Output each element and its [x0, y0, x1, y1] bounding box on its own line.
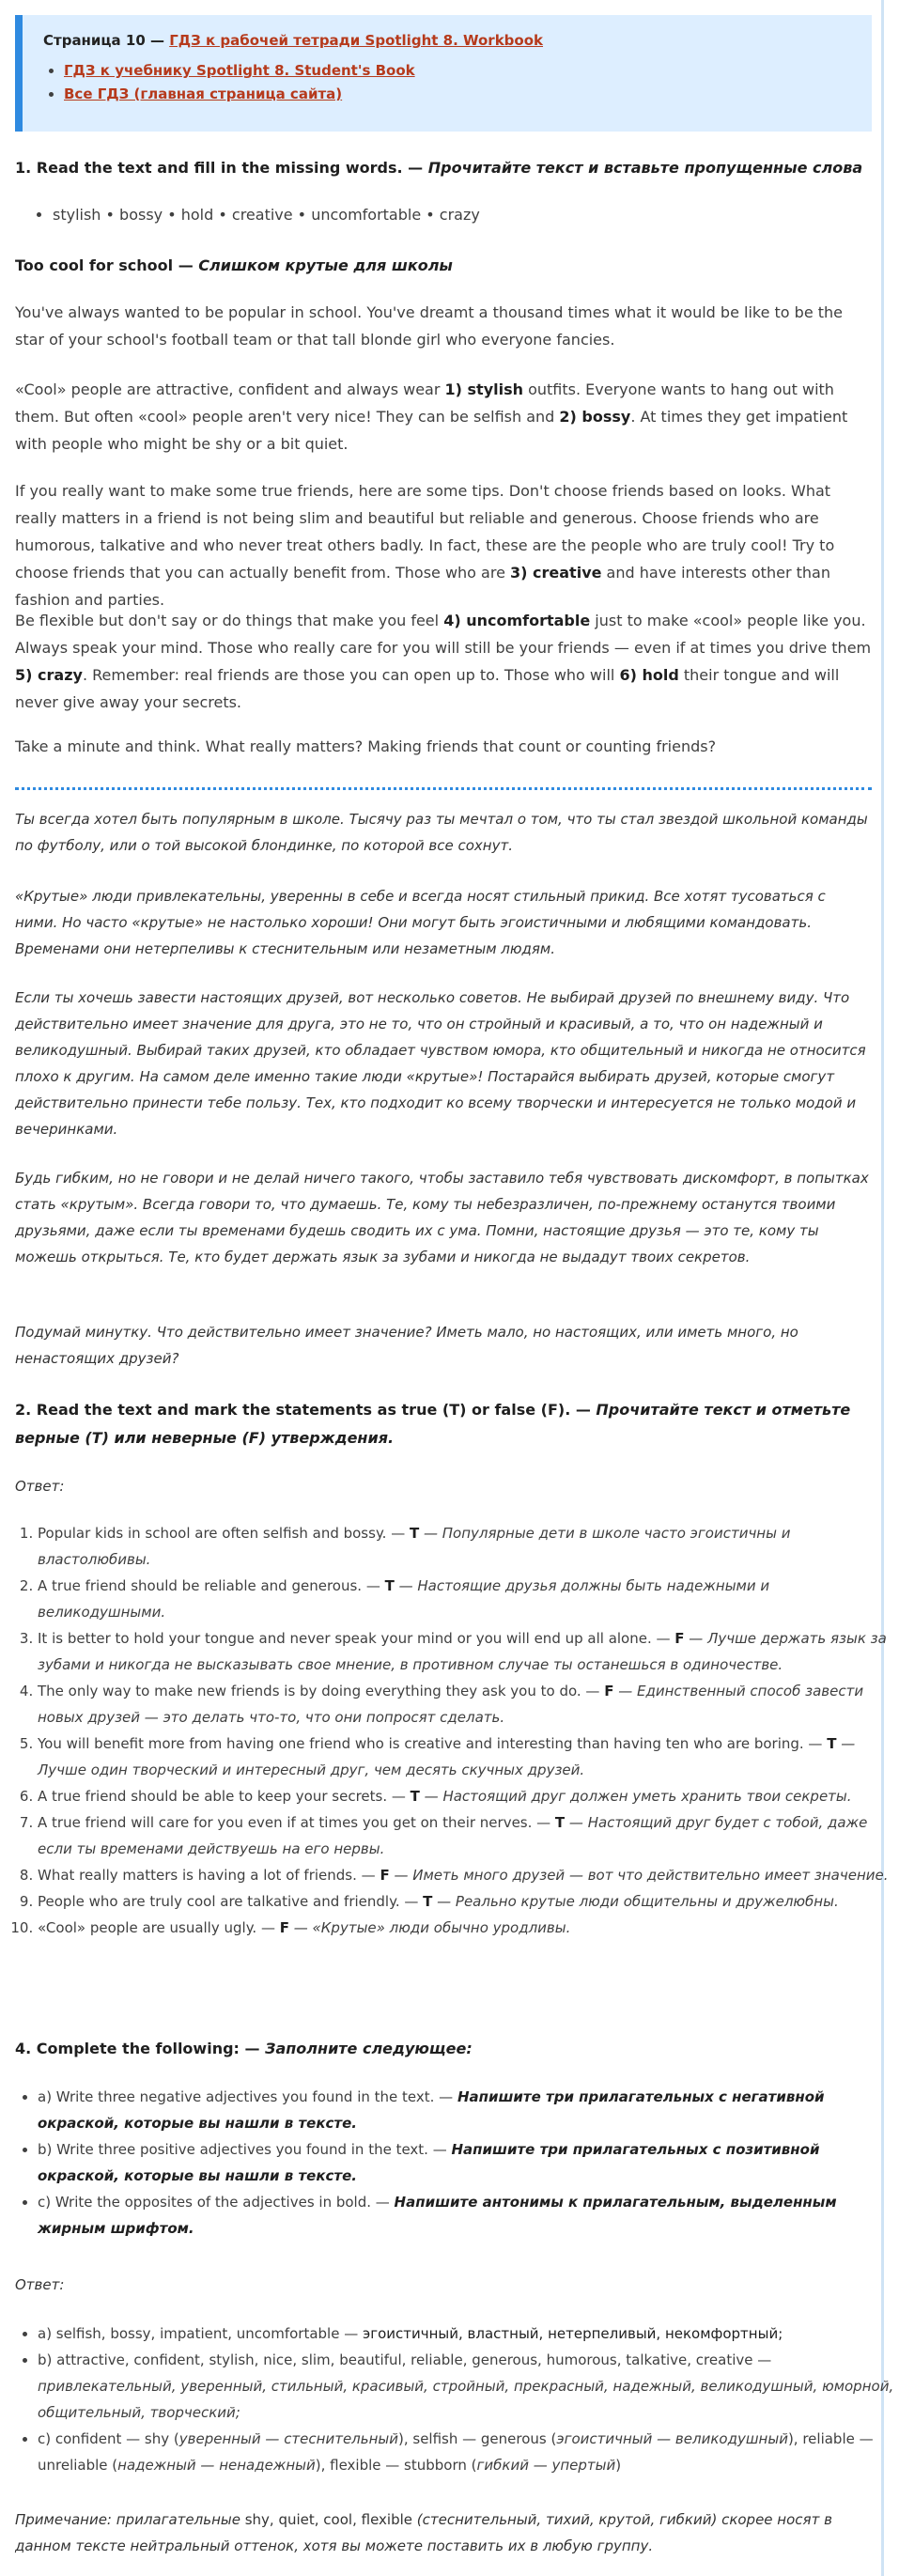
en-paragraph-2: «Cool» people are attractive, confident and always wear 1) stylish outfits. Everyone wants to hang out with them. But often «cool» people aren't very nice! They can be selfish and 2) bossy. At times they get impatient with people who might be shy or a bit quiet.	[15, 380, 848, 453]
word-bank	[15, 201, 899, 228]
ru-paragraph-3: Если ты хочешь завести настоящих друзей, вот несколько советов. Не выбирай друзей по внешнему виду. Что действительно имеет значение для друга, это не то, что он стройный и красивый, а то, что он надежный и великодушный. Выбирай таких друзей, кто обладает чувством юмора, кто общительный и никогда не относится плохо к другим. На самом деле именно такие люди «крутые»! Постарайся выбирать друзей, которые смогут действительно принести тебе пользу. Тех, кто подходит ко всему творчески и интересуется не только модой и вечеринками.	[15, 989, 866, 1138]
ru-paragraph-4: Будь гибким, но не говори и не делай ничего такого, чтобы заставило тебя чувствовать дискомфорт, в попытках стать «крутым». Всегда говори то, что думаешь. Те, кому ты небезразличен, по-прежнему останутся твоими друзьями, даже если ты временами будешь сводить их с ума. Помни, настоящие друзья — это те, кому ты можешь открыться. Те, кто будет держать язык за зубами и никогда не выдадут твоих секретов.	[15, 1170, 869, 1265]
page-nav-line	[43, 32, 872, 49]
statement-item: 1. Popular kids in school are often selfish and bossy. — T — Популярные дети в школе часто эгоистичны и властолюбивы.	[38, 1520, 894, 1573]
statement-item: 4. The only way to make new friends is by doing everything they ask you to do. — F — Единственный способ завести новых друзей — это делать что-то, что они попросят сделать.	[38, 1678, 894, 1730]
ex4-heading: 4. Complete the following: — Заполните следующее:	[15, 2040, 473, 2057]
students-book-link[interactable]: ГДЗ к учебнику Spotlight 8. Student's Book	[64, 62, 415, 79]
statements-list	[15, 1520, 894, 1941]
ru-paragraph-1: Ты всегда хотел быть популярным в школе. Тысячу раз ты мечтал о том, что ты стал звездой школьной команды по футболу, или о той высокой блондинке, по которой все сохнут.	[15, 811, 868, 854]
statement-item: 8. What really matters is having a lot of friends. — F — Иметь много друзей — вот что действительно имеет значение.	[38, 1862, 894, 1888]
word-bank-item: • stylish • bossy • hold • creative • uncomfortable • crazy	[53, 201, 899, 228]
ru-paragraph-5: Подумай минутку. Что действительно имеет значение? Иметь мало, но настоящих, или иметь много, но ненастоящих друзей?	[15, 1324, 798, 1367]
text-title: Too cool for school — Слишком крутые для школы	[15, 256, 453, 274]
en-paragraph-3: If you really want to make some true friends, here are some tips. Don't choose friends based on looks. What really matters in a friend is not being slim and beautiful but reliable and generous. Choose friends who are humorous, talkative and who never treat others badly. In fact, these are the people who are truly cool! Try to choose friends that you can actually benefit from. Those who are 3) creative and have interests other than fashion and parties.	[15, 482, 835, 609]
workbook-link[interactable]: ГДЗ к рабочей тетради Spotlight 8. Workbook	[169, 32, 544, 49]
ex4-answers	[15, 2320, 894, 2478]
home-link[interactable]: Все ГДЗ (главная страница сайта)	[64, 85, 343, 102]
task-item: • a) Write three negative adjectives you found in the text. — Напишите три прилагательных с негативной окраской, которые вы нашли в тексте.	[38, 2084, 894, 2136]
ex2-heading: 2. Read the text and mark the statements as true (T) or false (F). — Прочитайте текст и отметьте верные (T) или неверные (F) утверждения.	[15, 1401, 851, 1447]
statement-item: 10. «Cool» people are usually ugly. — F — «Крутые» люди обычно уродливы.	[38, 1915, 894, 1941]
ex2-answer-label: Ответ:	[15, 1478, 65, 1495]
ru-paragraph-2: «Крутые» люди привлекательны, уверенны в себе и всегда носят стильный прикид. Все хотят тусоваться с ними. Но часто «крутые» не настолько хороши! Они могут быть эгоистичными и любящими командовать. Временами они нетерпеливы к стеснительным или незаметным людям.	[15, 888, 826, 957]
task-item: • c) Write the opposites of the adjectives in bold. — Напишите антонимы к прилагательным, выделенным жирным шрифтом.	[38, 2189, 894, 2242]
statement-item: 3. It is better to hold your tongue and never speak your mind or you will end up all alone. — F — Лучше держать язык за зубами и никогда не высказывать свое мнение, в противном случае ты останешься в одиночестве.	[38, 1625, 894, 1678]
page-label: Страница 10 —	[43, 32, 170, 49]
ex1-heading: 1. Read the text and fill in the missing words. — Прочитайте текст и вставьте пропущенные слова	[15, 159, 863, 177]
statement-item: 6. A true friend should be able to keep your secrets. — T — Настоящий друг должен уметь хранить твои секреты.	[38, 1783, 894, 1809]
statement-item: 9. People who are truly cool are talkative and friendly. — T — Реально крутые люди общительны и дружелюбны.	[38, 1888, 894, 1915]
note: Примечание: прилагательные shy, quiet, cool, flexible (стеснительный, тихий, крутой, гибкий) скорее носят в данном тексте нейтральный оттенок, хотя вы можете поставить их в любую группу.	[15, 2511, 832, 2554]
statement-item: 2. A true friend should be reliable and generous. — T — Настоящие друзья должны быть надежными и великодушными.	[38, 1573, 894, 1625]
ex4-answer-label: Ответ:	[15, 2276, 65, 2293]
answer-c: • c) confident — shy (уверенный — стеснительный), selfish — generous (эгоистичный — великодушный), reliable — unreliable (надежный — ненадежный), flexible — stubborn (гибкий — упертый)	[38, 2426, 894, 2478]
navigation-box	[15, 15, 872, 132]
ex4-task-list	[15, 2084, 894, 2242]
dotted-divider	[15, 787, 872, 790]
en-paragraph-4: Be flexible but don't say or do things that make you feel 4) uncomfortable just to make «cool» people like you. Always speak your mind. Those who really care for you will still be your friends — even if at times you drive them 5) crazy. Remember: real friends are those you can open up to. Those who will 6) hold their tongue and will never give away your secrets.	[15, 612, 872, 711]
answer-a: • a) selfish, bossy, impatient, uncomfortable — эгоистичный, властный, нетерпеливый, некомфортный;	[38, 2320, 894, 2347]
task-item: • b) Write three positive adjectives you found in the text. — Напишите три прилагательных с позитивной окраской, которые вы нашли в тексте.	[38, 2136, 894, 2189]
en-paragraph-1: You've always wanted to be popular in school. You've dreamt a thousand times what it would be like to be the star of your school's football team or that tall blonde girl who everyone fancies.	[15, 303, 843, 349]
statement-item: 5. You will benefit more from having one friend who is creative and interesting than having ten who are boring. — T — Лучше один творческий и интересный друг, чем десять скучных друзей.	[38, 1730, 894, 1783]
statement-item: 7. A true friend will care for you even if at times you get on their nerves. — T — Настоящий друг будет с тобой, даже если ты временами действуешь на его нервы.	[38, 1809, 894, 1862]
en-paragraph-5: Take a minute and think. What really matters? Making friends that count or counting friends?	[15, 737, 717, 755]
answer-b: • b) attractive, confident, stylish, nice, slim, beautiful, reliable, generous, humorous, talkative, creative — привлекательный, уверенный, стильный, красивый, стройный, прекрасный, надежный, великодушный, юморной, общительный, творческий;	[38, 2347, 894, 2426]
